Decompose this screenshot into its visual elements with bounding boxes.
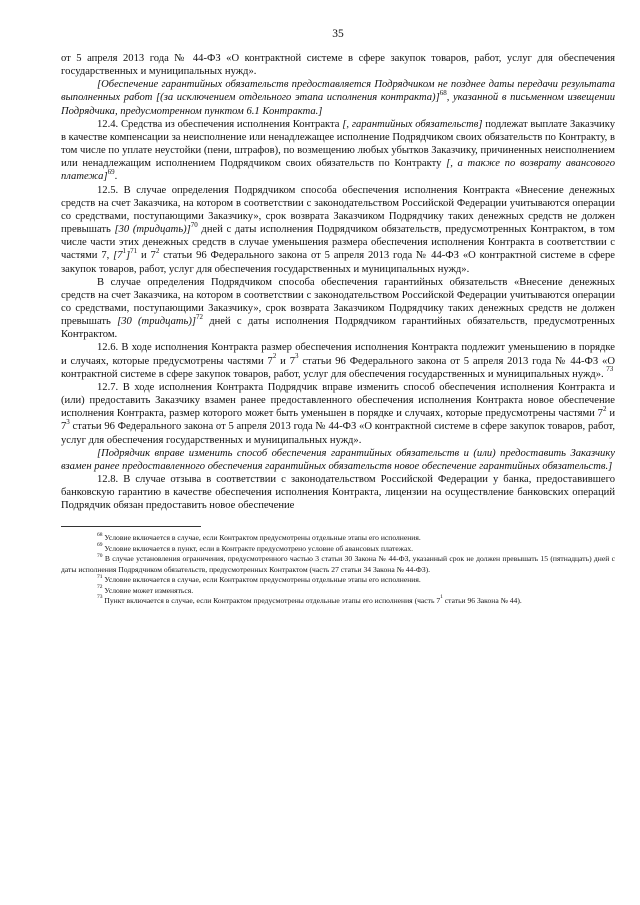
text-run: .: [114, 171, 118, 183]
text-run: и 7: [276, 355, 296, 367]
text-run: статьи 96 Федерального закона от 5 апреля 2013 года № 44-ФЗ «О контрактной системе в сфере закупок товаров, работ, услуг для обеспечения государственных и муниципальных нужд».: [61, 250, 615, 275]
text-run: подлежат выплате Заказчику в качестве компенсации за неисполнение или ненадлежащее исполнение Подрядчиком своих обязательств по Контракту, в том числе по уплате неустойки (пени, штрафов), по возмещению любых убытков Заказчику, причиненных неисполнением или ненадлежащим исполнением Подрядчиком своих обязательств по Контракту: [61, 118, 615, 170]
footnotes: [61, 533, 615, 606]
paragraph-12-7: [61, 381, 615, 447]
footnote-ref: 72: [196, 312, 204, 321]
text-run: 12.7. В ходе исполнения Контракта Подрядчик вправе изменить способ обеспечения исполнения Контракта и (или) предоставить Заказчику взамен ранее предоставленного обеспечения исполнения Контракта новое обеспечение исполнения Контракта, размер которого может быть уменьшен в порядке и случаях, которые предусмотрены частями 7: [61, 381, 615, 420]
italic-text: [, гарантийных обязательств]: [342, 118, 483, 130]
italic-text: [30 (тридцать)]: [117, 316, 197, 328]
paragraph-continuation: [61, 52, 615, 78]
footnote-text: В случае установления ограничения, предусмотренного частью 3 статьи 30 Закона № 44-ФЗ, указанный срок не должен превышать 15 (пятнадцать) дней с даты исполнения Подрядчиком обязательств, предусмотренных Контрактом (часть 27 статьи 34 Закона № 44-ФЗ).: [61, 554, 615, 574]
italic-text: ]: [126, 250, 131, 262]
footnote-ref: 73: [606, 365, 614, 374]
footnote-text: Условие включается в случае, если Контрактом предусмотрены отдельные этапы его исполнения.: [102, 533, 421, 543]
paragraph-12-8: [61, 473, 615, 512]
footnote-text: Пункт включается в случае, если Контрактом предусмотрены отдельные этапы его исполнения (часть 7: [102, 595, 441, 605]
text-run: и 7: [137, 250, 156, 262]
paragraph-12-4: [61, 118, 615, 184]
italic-text: [, а также по возврату авансового платежа]: [61, 158, 615, 183]
footnote-ref: 69: [107, 167, 115, 176]
text-run: дней с даты исполнения Подрядчиком обязательств, предусмотренных Контрактом, в том числе части этих денежных средств в случае уменьшения размера обеспечения исполнения Контракта в соответствии с частями 7,: [61, 224, 615, 262]
text-run: от 5 апреля 2013 года № 44-ФЗ «О контрактной системе в сфере закупок товаров, работ, услуг для обеспечения государственных и муниципальных нужд».: [61, 53, 615, 78]
footnote-ref: 2: [155, 246, 160, 255]
footnote-number: 70: [97, 552, 103, 559]
text-run: 12.6. В ходе исполнения Контракта размер обеспечения исполнения Контракта подлежит уменьшению в порядке и случаях, которые предусмотрены частями 7: [61, 342, 615, 367]
document-page: [61, 28, 615, 606]
footnote-divider: [61, 526, 201, 527]
text-run: дней с даты исполнения Подрядчиком гарантийных обязательств, предусмотренных Контрактом.: [61, 316, 616, 341]
footnote-ref: 70: [190, 220, 198, 229]
paragraph-warranty-provision: [61, 78, 615, 117]
footnote-68: [61, 533, 615, 543]
paragraph-12-5: [61, 184, 615, 276]
document-body: [61, 52, 615, 512]
italic-text: [30 (тридцать)]: [114, 224, 191, 236]
footnote-ref: 2: [602, 404, 607, 413]
footnote-text: Условие включается в пункт, если в Контракте предусмотрено условие об авансовых платежах.: [102, 543, 414, 553]
text-run: и 7: [61, 408, 615, 433]
footnote-ref: 3: [295, 352, 299, 361]
footnote-superscript: 1: [440, 594, 443, 601]
paragraph-12-5-warranty: [61, 276, 615, 342]
italic-text: [7: [113, 250, 123, 262]
footnote-ref: 68: [439, 88, 447, 97]
footnote-ref: 2: [272, 352, 277, 361]
footnote-72: [61, 583, 615, 596]
footnote-text: Условие включается в случае, если Контрактом предусмотрены отдельные этапы его исполнения.: [102, 575, 421, 585]
text-run: 12.8. В случае отзыва в соответствии с законодательством Российской Федерации у банка, предоставившего банковскую гарантию в качестве обеспечения исполнения Контракта, лицензии на осуществление банковских операций Подрядчик обязан предоставить новое обеспечение: [61, 474, 615, 512]
text-run: 12.4. Средства из обеспечения исполнения Контракта: [97, 118, 343, 130]
text-run: 12.5. В случае определения Подрядчиком способа обеспечения исполнения Контракта «Внесение денежных средств на счет Заказчика, на котором в соответствии с законодательством Российской Федерации учитываются операции со средствами, поступающими Заказчику», срок возврата Заказчиком Подрядчику таких денежных средств не должен превышать: [61, 184, 615, 236]
paragraph-12-6: [61, 341, 615, 380]
footnote-ref: 3: [66, 417, 70, 426]
footnote-ref: 1: [122, 246, 127, 255]
text-run: В случае определения Подрядчиком способа обеспечения гарантийных обязательств «Внесение денежных средств на счет Заказчика, на котором в соответствии с законодательством Российской Федерации учитываются операции со средствами, поступающими Заказчику», срок возврата Заказчиком Подрядчику таких денежных средств не должен превышать: [61, 276, 615, 328]
paragraph-12-7-warranty: [61, 447, 615, 473]
footnote-number: 68: [97, 531, 103, 538]
footnote-number: 71: [97, 573, 103, 580]
footnote-number: 69: [97, 542, 103, 549]
italic-text: [Подрядчик вправе изменить способ обеспечения гарантийных обязательств и (или) предоставить Заказчику взамен ранее предоставленного обеспечения гарантийных обязательств новое обеспечение гарантийных обязательств.]: [61, 447, 615, 472]
footnote-text: Условие может изменяться.: [102, 585, 194, 595]
footnote-69: [61, 544, 615, 554]
footnote-number: 72: [97, 583, 103, 590]
footnote-73: [61, 596, 615, 606]
page-number: 35: [332, 28, 344, 40]
footnote-70: [61, 554, 615, 575]
footnote-ref: 71: [130, 246, 138, 255]
italic-text: , указанной в письменном извещении Подрядчика, предусмотренном пунктом 6.1 Контракта.]: [61, 92, 615, 117]
italic-text: [Обеспечение гарантийных обязательств предоставляется Подрядчиком не позднее даты передачи результата выполненных работ [(за исключением отдельного этапа исполнения контракта)]: [61, 79, 615, 104]
text-run: статьи 96 Федерального закона от 5 апреля 2013 года № 44-ФЗ «О контрактной системе в сфере закупок товаров, работ, услуг для обеспечения государственных и муниципальных нужд».: [61, 355, 615, 380]
footnote-number: 73: [97, 594, 103, 601]
footnote-text-tail: статьи 96 Закона № 44).: [442, 595, 522, 605]
footnote-71: [61, 575, 615, 585]
text-run: статьи 96 Федерального закона от 5 апреля 2013 года № 44-ФЗ «О контрактной системе в сфере закупок товаров, работ, услуг для обеспечения государственных и муниципальных нужд».: [61, 421, 615, 446]
